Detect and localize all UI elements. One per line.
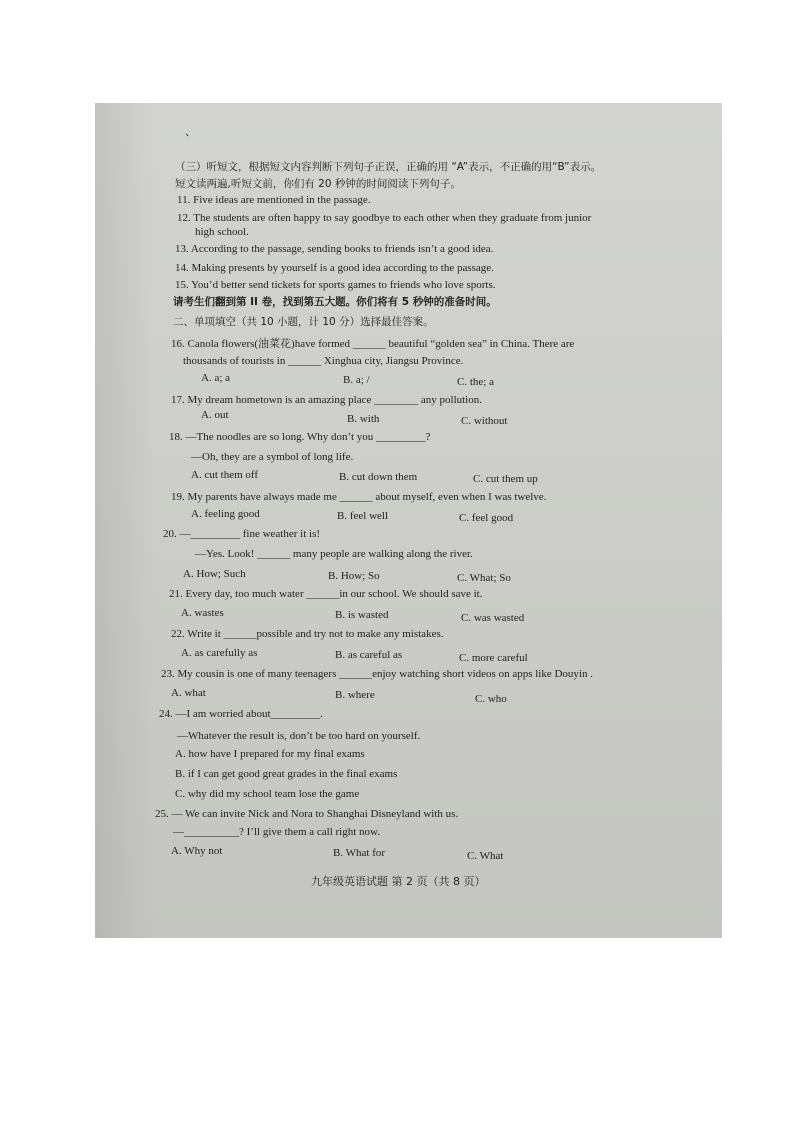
q18-option-b: B. cut down them — [339, 471, 418, 483]
question-21: 21. Every day, too much water ______in our school. We should save it. — [169, 588, 483, 600]
q17-option-a: A. out — [201, 409, 229, 421]
turn-page-notice: 请考生们翻到第 II 卷，找到第五大题。你们将有 5 秒钟的准备时间。 — [173, 296, 497, 308]
stray-mark: 、 — [185, 126, 196, 138]
q20-option-c: C. What; So — [457, 572, 511, 584]
section3-instruction-1: （三）听短文，根据短文内容判断下列句子正误，正确的用 “A”表示，不正确的用“B”表示。 — [175, 161, 602, 173]
statement-14: 14. Making presents by yourself is a good idea according to the passage. — [175, 262, 494, 274]
exam-paper-photo — [95, 103, 722, 938]
q21-option-c: C. was wasted — [461, 612, 525, 624]
q16-option-c: C. the; a — [457, 376, 494, 388]
page-footer: 九年级英语试题 第 2 页（共 8 页） — [311, 875, 486, 888]
q20-option-a: A. How; Such — [183, 568, 246, 580]
question-23: 23. My cousin is one of many teenagers ______enjoy watching short videos on apps like Douyin . — [161, 668, 593, 680]
q23-option-a: A. what — [171, 687, 206, 699]
q18-option-c: C. cut them up — [473, 473, 538, 485]
question-25: 25. — We can invite Nick and Nora to Shanghai Disneyland with us. — [155, 808, 459, 820]
q16-option-b: B. a; / — [343, 374, 370, 386]
statement-12: 12. The students are often happy to say goodbye to each other when they graduate from junior — [177, 212, 592, 224]
q20-option-b: B. How; So — [328, 570, 380, 582]
q22-option-b: B. as careful as — [335, 649, 403, 661]
statement-11: 11. Five ideas are mentioned in the passage. — [177, 194, 371, 206]
question-20-cont: —Yes. Look! ______ many people are walking along the river. — [195, 548, 473, 560]
statement-15: 15. You’d better send tickets for sports games to friends who love sports. — [175, 279, 496, 291]
q24-option-b: B. if I can get good great grades in the final exams — [175, 768, 398, 780]
question-24: 24. —I am worried about_________. — [159, 708, 323, 720]
question-16-cont: thousands of tourists in ______ Xinghua city, Jiangsu Province. — [183, 355, 464, 367]
q17-option-c: C. without — [461, 415, 508, 427]
paper-shadow — [95, 103, 155, 938]
q16-option-a: A. a; a — [201, 372, 231, 384]
q22-option-c: C. more careful — [459, 652, 528, 664]
question-19: 19. My parents have always made me ______ about myself, even when I was twelve. — [171, 491, 547, 503]
q22-option-a: A. as carefully as — [181, 647, 258, 659]
q21-option-b: B. is wasted — [335, 609, 389, 621]
part2-header: 二、单项填空（共 10 小题，计 10 分）选择最佳答案。 — [173, 316, 434, 328]
q19-option-c: C. feel good — [459, 512, 514, 524]
q25-option-c: C. What — [467, 850, 504, 862]
q21-option-a: A. wastes — [181, 607, 224, 619]
q19-option-b: B. feel well — [337, 510, 389, 522]
statement-13: 13. According to the passage, sending books to friends isn’t a good idea. — [175, 243, 494, 255]
q25-option-b: B. What for — [333, 847, 386, 859]
question-22: 22. Write it ______possible and try not to make any mistakes. — [171, 628, 444, 640]
q23-option-c: C. who — [475, 693, 507, 705]
statement-12-cont: high school. — [195, 226, 249, 238]
question-18-cont: —Oh, they are a symbol of long life. — [191, 451, 354, 463]
q17-option-b: B. with — [347, 413, 380, 425]
q25-option-a: A. Why not — [171, 845, 223, 857]
question-25-cont: —__________? I’ll give them a call right now. — [173, 826, 381, 838]
question-20: 20. —_________ fine weather it is! — [163, 528, 321, 540]
q23-option-b: B. where — [335, 689, 375, 701]
question-16: 16. Canola flowers(油菜花)have formed ______ beautiful “golden sea” in China. There are — [171, 338, 575, 350]
q18-option-a: A. cut them off — [191, 469, 259, 481]
question-24-cont: —Whatever the result is, don’t be too hard on yourself. — [177, 730, 421, 742]
question-17: 17. My dream hometown is an amazing place ________ any pollution. — [171, 394, 482, 406]
q19-option-a: A. feeling good — [191, 508, 260, 520]
q24-option-c: C. why did my school team lose the game — [175, 788, 360, 800]
question-18: 18. —The noodles are so long. Why don’t you _________? — [169, 431, 431, 443]
q24-option-a: A. how have I prepared for my final exams — [175, 748, 365, 760]
section3-instruction-2: 短文读两遍,听短文前，你们有 20 秒钟的时间阅读下列句子。 — [175, 178, 461, 190]
